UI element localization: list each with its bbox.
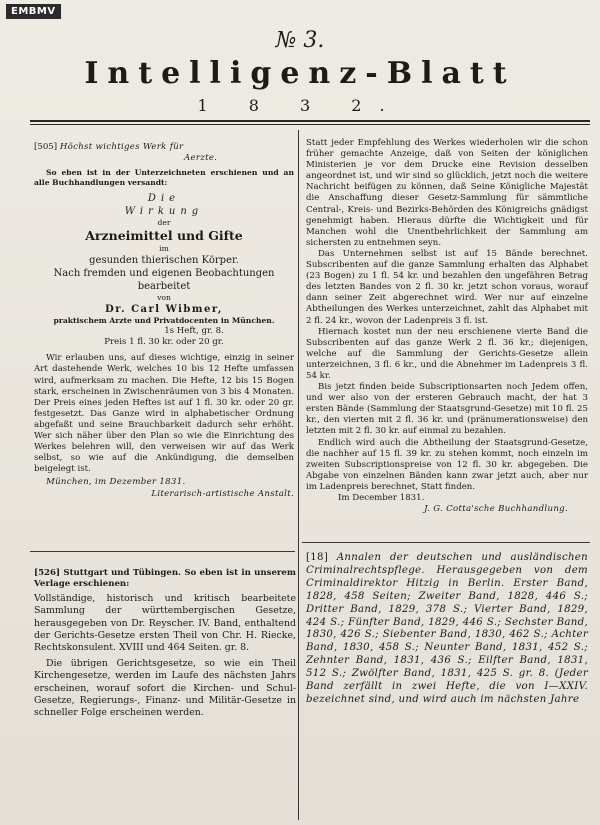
publisher-signature: Literarisch-artistische Anstalt.	[151, 488, 294, 499]
article-2-intro-text: Stuttgart und Tübingen. So eben ist in unserem Verlage erschienen:	[34, 568, 296, 590]
left-section-divider	[30, 551, 295, 552]
right-para-1: Statt jeder Empfehlung des Werkes wiederholen wir die schon früher gemachte Anzeige, daß von Seiten der königlichen Ministerien je vor dem Drucke eine Revision desselben angeordnet ist, und wir sind so glücklich, jetzt noch die weitere Nachricht beifügen zu können, daß Seine Königliche Majestät die Anschaffung dieser Gesetz-Sammlung für sämmtliche Central-, Kreis- und Bezirks-Behörden des Königreichs gnädigst genehmigt haben. Hieraus dürfte die Wichtigkeit und für Manchen wohl die Unentbehrlichkeit der Sammlung am sichersten zu entnehmen seyn.	[306, 138, 588, 248]
author-name: Dr. Carl Wibmer,	[105, 304, 223, 316]
article-body: Wir erlauben uns, auf dieses wichtige, einzig in seiner Art dastehende Werk, welches 10 bis 12 Hefte umfassen wird, aufmerksam zu machen. Die Hefte, 12 bis 15 Bogen stark, erscheinen in Zwischenräumen von 3 bis 4 Monaten. Der Preis eines jeden Heftes ist auf 1 fl. 30 kr. oder 20 gr. festgesetzt. Das Ganze wird in alphabetischer Ordnung abgefaßt und seine Brauchbarkeit dadurch sehr erhöht. Wer sich näher über den Plan so wie die Einrichtung des Werkes belehren will, den verweisen wir auf das Werk selbst, so wie auf die Ankündigung, die demselben beigelegt ist.	[34, 353, 294, 475]
right-para-4: Bis jetzt finden beide Subscriptionsarten noch Jedem offen, und wer also von der ersteren Gebrauch macht, der hat 3 ersten Bände (Sammlung der Staatsgrund-Gesetze) mit 10 fl. 25 kr., den vierten mit 2 fl. 36 kr. und (pränumerationsweise) den letzten mit 2 fl. 30 kr. auf einmal zu bezahlen.	[306, 382, 588, 437]
right-para-3: Hiernach kostet nun der neu erschienene vierte Band die Subscribenten auf das ganze Werk 2 fl. 36 kr.; diejenigen, welche auf die Sammlung der Gerichts-Gesetze allein unterzeichnen, 3 fl. 6 kr., und die Abnehmer im Ladenpreis 3 fl. 54 kr.	[306, 326, 588, 381]
title-im: im	[159, 244, 169, 254]
watermark-badge: EMBMV	[6, 4, 61, 19]
title-wirkung: Wirkung	[124, 206, 204, 218]
right-article-2-tag: [18]	[306, 552, 329, 563]
author-role: praktischem Arzte und Privatdocenten in München.	[53, 316, 275, 326]
right-article	[306, 138, 588, 515]
left-article	[34, 142, 294, 500]
article-2-body: Vollständige, historisch und kritisch bearbeitete Sammlung der württembergischen Gesetze, herausgegeben von Dr. Reyscher. IV. Band, enthaltend der Gerichts-Gesetze ersten Theil von Chr. H. Riecke, Rechtskonsulent. XVIII und 464 Seiten. gr. 8.	[34, 593, 296, 653]
article-intro: So eben ist in der Unterzeichneten erschienen und an alle Buchhandlungen versandt:	[34, 168, 294, 188]
article-heading	[34, 142, 294, 153]
article-2-intro	[34, 568, 296, 590]
article-2-body-2: Die übrigen Gerichtsgesetze, so wie ein Theil Kirchengesetze, werden im Laufe des nächsten Jahrs erscheinen, worauf sofort die Kirchen- und Schul-Gesetze, Regierungs-, Finanz- und Militär-Gesetze in schneller Folge erscheinen werden.	[34, 658, 296, 719]
title-die: Die	[147, 193, 181, 205]
masthead-title: Intelligenz-Blatt	[84, 56, 516, 91]
masthead-rule-bottom	[30, 124, 590, 125]
masthead-rule-top	[30, 120, 590, 122]
right-para-5: Endlich wird auch die Abtheilung der Staatsgrund-Gesetze, die nachher auf 15 fl. 39 kr. zu stehen kommt, noch einzeln im zweiten Subscriptionspreise von 12 fl. 30 kr. abgegeben. Die Abgabe von einzelnen Bänden kann zwar jetzt auch, aber nur im Ladenpreis berechnet, Statt finden.	[306, 437, 588, 492]
left-article-2	[34, 568, 296, 719]
right-para-2: Das Unternehmen selbst ist auf 15 Bände berechnet. Subscribenten auf die ganze Sammlung erhalten das Alphabet (23 Bogen) zu 1 fl. 54 kr. und bezahlen den ungefähren Betrag des letzten Bandes von 2 fl. 30 kr. jetzt schon voraus, worauf dann seiner Zeit abgerechnet wird. Wer nur auf einzelne Abtheilungen des Werkes unterzeichnet, zahlt das Alphabet mit 2 fl. 24 kr., wovon der Ladenpreis 3 fl. ist.	[306, 248, 588, 326]
article-heading-line2: Aerzte.	[184, 153, 218, 164]
article-heading-line1: Höchst wichtiges Werk für	[59, 142, 184, 152]
right-section-divider	[302, 542, 590, 543]
right-article-2-text	[306, 552, 588, 707]
issue-number: № 3.	[275, 28, 325, 53]
title-von: von	[157, 293, 171, 303]
place-date: München, im Dezember 1831.	[46, 477, 186, 488]
issue-info: 1s Heft, gr. 8.	[164, 326, 224, 337]
right-article-2	[306, 552, 588, 707]
column-divider	[298, 130, 299, 820]
title-nach: Nach fremden und eigenen Beobachtungen	[53, 268, 275, 280]
title-bearbeitet: bearbeitet	[137, 281, 191, 293]
right-article-2-body: Annalen der deutschen und ausländischen Criminalrechtspflege. Herausgegeben von dem Criminaldirektor Hitzig in Berlin. Erster Band, 1828, 458 Seiten; Zweiter Band, 1828, 446 S.; Dritter Band, 1829, 378 S.; Vierter Band, 1829, 424 S.; Fünfter Band, 1829, 446 S.; Sechster Band, 1830, 426 S.; Siebenter Band, 1830, 462 S.; Achter Band, 1830, 458 S.; Neunter Band, 1831, 452 S.; Zehnter Band, 1831, 436 S.; Eilfter Band, 1831, 512 S.; Zwölfter Band, 1831, 425 S. gr. 8. (Jeder Band zerfällt in zwei Hefte, die von I—XXIV. bezeichnet sind, und wird auch im nächsten Jahre	[306, 552, 589, 705]
article-tag: [505]	[34, 142, 58, 152]
masthead-year: 1 8 3 2.	[197, 96, 403, 115]
right-signature: J. G. Cotta'sche Buchhandlung.	[424, 504, 568, 515]
title-body: gesunden thierischen Körper.	[89, 255, 239, 267]
book-title: Arzneimittel und Gifte	[85, 228, 243, 244]
price-info: Preis 1 fl. 30 kr. oder 20 gr.	[104, 337, 224, 348]
article-2-tag: [526]	[34, 568, 61, 578]
right-date: Im December 1831.	[338, 493, 425, 503]
title-der: der	[157, 218, 171, 228]
